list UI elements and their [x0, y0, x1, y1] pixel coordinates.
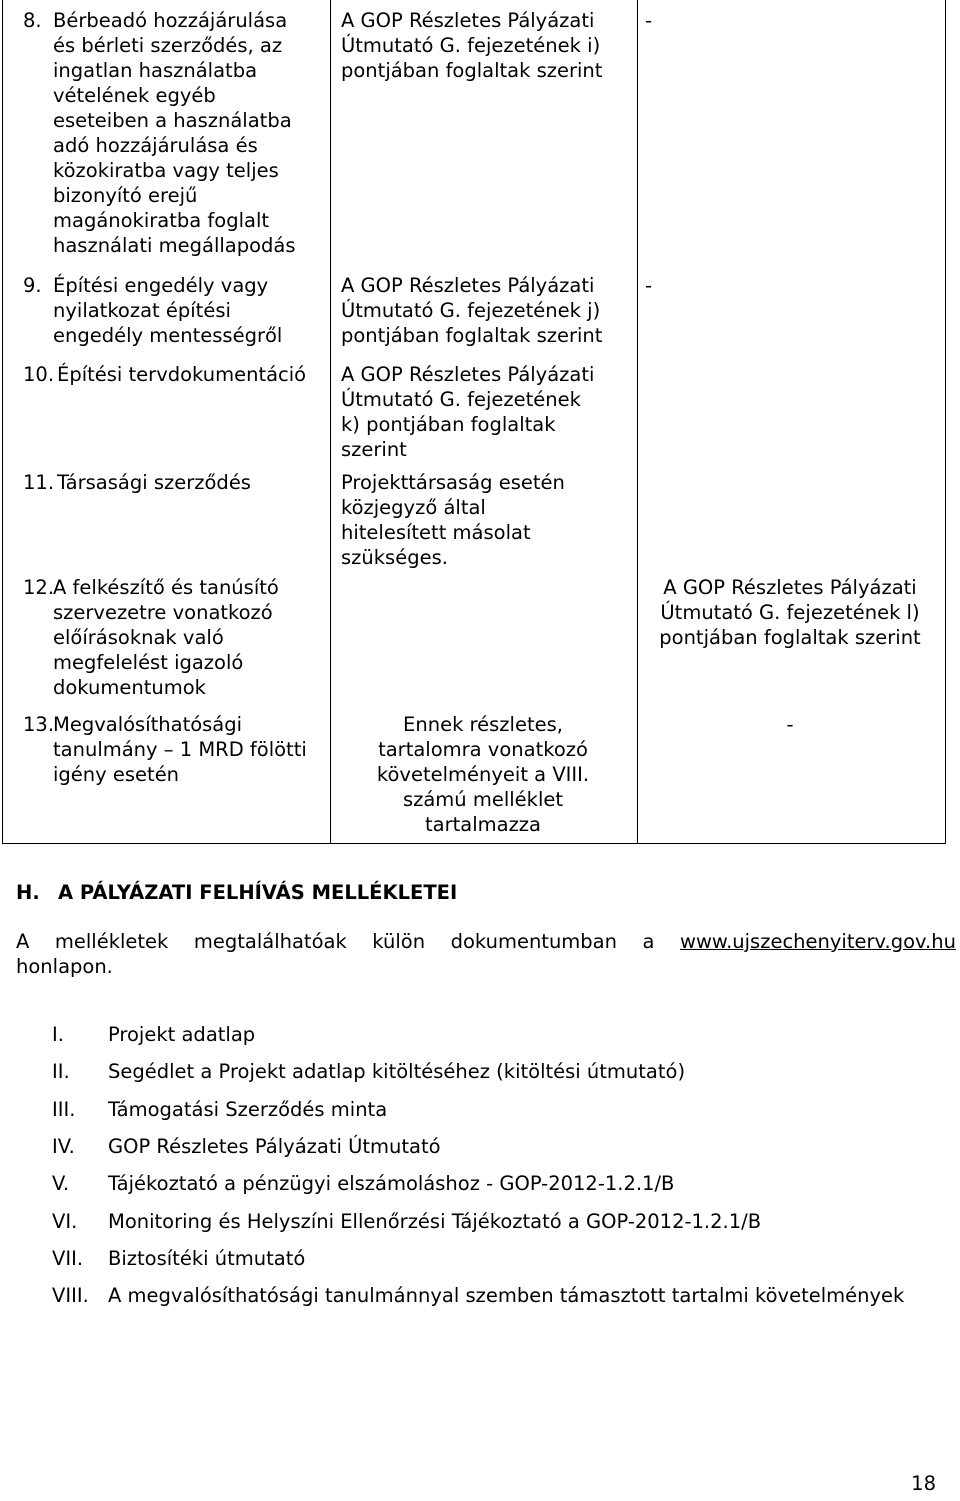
note-cell — [645, 575, 935, 650]
cell-line: számú melléklet — [402, 788, 564, 811]
paragraph-word: dokumentumban — [450, 930, 617, 953]
section-letter: H. — [16, 881, 40, 904]
cell-line: - — [645, 274, 653, 297]
cell-line: szerint — [341, 438, 407, 461]
cell-line: Bérbeadó hozzájárulása — [53, 9, 288, 32]
row-number: 10. — [23, 363, 55, 386]
cell-line: követelményeit a VIII. — [376, 763, 590, 786]
cell-line: Építési engedély vagy — [53, 274, 269, 297]
cell-line: engedély mentességről — [53, 324, 283, 347]
row-number: 11. — [23, 471, 55, 494]
document-name — [53, 575, 323, 700]
annex-title: GOP Részletes Pályázati Útmutató — [108, 1134, 441, 1158]
paragraph-word: mellékletek — [54, 930, 169, 953]
cell-line: dokumentumok — [53, 676, 206, 699]
cell-line: A GOP Részletes Pályázati — [341, 9, 595, 32]
cell-line: Projekttársaság esetén — [341, 471, 565, 494]
annex-number: VII. — [52, 1246, 84, 1270]
document-name — [53, 273, 323, 348]
note-cell — [645, 273, 935, 298]
annex-title: A megvalósíthatósági tanulmánnyal szemben támasztott tartalmi követelmények — [108, 1284, 905, 1308]
cell-line: pontjában foglaltak szerint — [341, 324, 603, 347]
document-name — [53, 712, 323, 787]
cell-line: pontjában foglaltak szerint — [659, 626, 921, 649]
cell-line: - — [786, 713, 794, 736]
cell-line: szervezetre vonatkozó — [53, 601, 273, 624]
cell-line: Útmutató G. fejezetének j) — [341, 299, 601, 322]
cell-line: k) pontjában foglaltak — [341, 413, 556, 436]
cell-line: használati megállapodás — [53, 234, 296, 257]
cell-line: Ennek részletes, — [403, 713, 563, 736]
requirement-cell — [341, 273, 631, 348]
section-heading — [16, 880, 457, 905]
annex-title: Biztosítéki útmutató — [108, 1246, 306, 1270]
paragraph-word: a — [642, 930, 655, 953]
cell-line: Útmutató G. fejezetének l) — [660, 601, 920, 624]
cell-line: magánokiratba foglalt — [53, 209, 270, 232]
cell-line: közokiratba vagy teljes — [53, 159, 279, 182]
cell-line: hitelesített másolat — [341, 521, 531, 544]
annex-number: V. — [52, 1172, 70, 1196]
cell-line: Építési tervdokumentáció — [57, 363, 307, 386]
annex-number: I. — [52, 1023, 64, 1046]
note-cell — [645, 712, 935, 737]
column-divider — [330, 0, 331, 843]
annex-title: Segédlet a Projekt adatlap kitöltéséhez (kitöltési útmutató) — [108, 1060, 686, 1084]
cell-line: - — [645, 9, 653, 32]
annex-paragraph — [16, 929, 956, 979]
cell-line: eseteiben a használatba — [53, 109, 292, 132]
annex-title: Projekt adatlap — [108, 1023, 256, 1046]
paragraph-tail: honlapon. — [16, 955, 113, 978]
requirement-cell — [338, 712, 628, 837]
cell-line: adó hozzájárulása és — [53, 134, 258, 157]
row-number: 13. — [23, 713, 55, 736]
document-name — [53, 8, 323, 258]
cell-line: közjegyző által — [341, 496, 486, 519]
annex-title: Támogatási Szerződés minta — [108, 1097, 388, 1121]
row-number: 12. — [23, 576, 55, 599]
documents-table — [2, 0, 946, 844]
cell-line: Társasági szerződés — [57, 471, 251, 494]
annex-title: Tájékoztató a pénzügyi elszámoláshoz - GOP-2012-1.2.1/B — [108, 1172, 675, 1196]
cell-line: tartalmazza — [425, 813, 541, 836]
annex-number: III. — [52, 1097, 76, 1121]
row-number: 9. — [23, 274, 42, 297]
paragraph-word: megtalálhatóak — [193, 930, 347, 953]
cell-line: szükséges. — [341, 546, 448, 569]
section-title: A PÁLYÁZATI FELHÍVÁS MELLÉKLETEI — [58, 881, 458, 904]
cell-line: és bérleti szerződés, az — [53, 34, 283, 57]
cell-line: A GOP Részletes Pályázati — [663, 576, 917, 599]
requirement-cell — [341, 8, 631, 83]
cell-line: Útmutató G. fejezetének i) — [341, 34, 601, 57]
annex-number: VIII. — [52, 1284, 89, 1308]
column-divider — [637, 0, 638, 843]
page-number: 18 — [911, 1472, 936, 1495]
requirement-cell — [341, 470, 631, 570]
cell-line: tartalomra vonatkozó — [378, 738, 588, 761]
cell-line: A felkészítő és tanúsító — [53, 576, 279, 599]
annex-number: VI. — [52, 1209, 78, 1233]
document-name — [57, 470, 327, 495]
cell-line: előírásoknak való — [53, 626, 224, 649]
cell-line: vételének egyéb — [53, 84, 216, 107]
cell-line: igény esetén — [53, 763, 180, 786]
cell-line: A GOP Részletes Pályázati — [341, 274, 595, 297]
annex-number: IV. — [52, 1134, 75, 1158]
cell-line: ingatlan használatba — [53, 59, 258, 82]
paragraph-line — [16, 929, 956, 954]
document-name — [57, 362, 327, 387]
row-number: 8. — [23, 9, 42, 32]
cell-line: A GOP Részletes Pályázati — [341, 363, 595, 386]
annex-title: Monitoring és Helyszíni Ellenőrzési Tájékoztató a GOP-2012-1.2.1/B — [108, 1209, 762, 1233]
cell-line: bizonyító erejű — [53, 184, 198, 207]
requirement-cell — [341, 362, 631, 462]
cell-line: tanulmány – 1 MRD fölötti — [53, 738, 307, 761]
cell-line: megfelelést igazoló — [53, 651, 244, 674]
cell-line: nyilatkozat építési — [53, 299, 231, 322]
paragraph-word: A — [16, 930, 30, 953]
cell-line: pontjában foglaltak szerint — [341, 59, 603, 82]
note-cell — [645, 8, 935, 33]
cell-line: Útmutató G. fejezetének — [341, 388, 581, 411]
website-link[interactable]: www.ujszechenyiterv.gov.hu — [680, 930, 956, 953]
annex-number: II. — [52, 1060, 70, 1084]
paragraph-word: külön — [372, 930, 426, 953]
cell-line: Megvalósíthatósági — [53, 713, 243, 736]
